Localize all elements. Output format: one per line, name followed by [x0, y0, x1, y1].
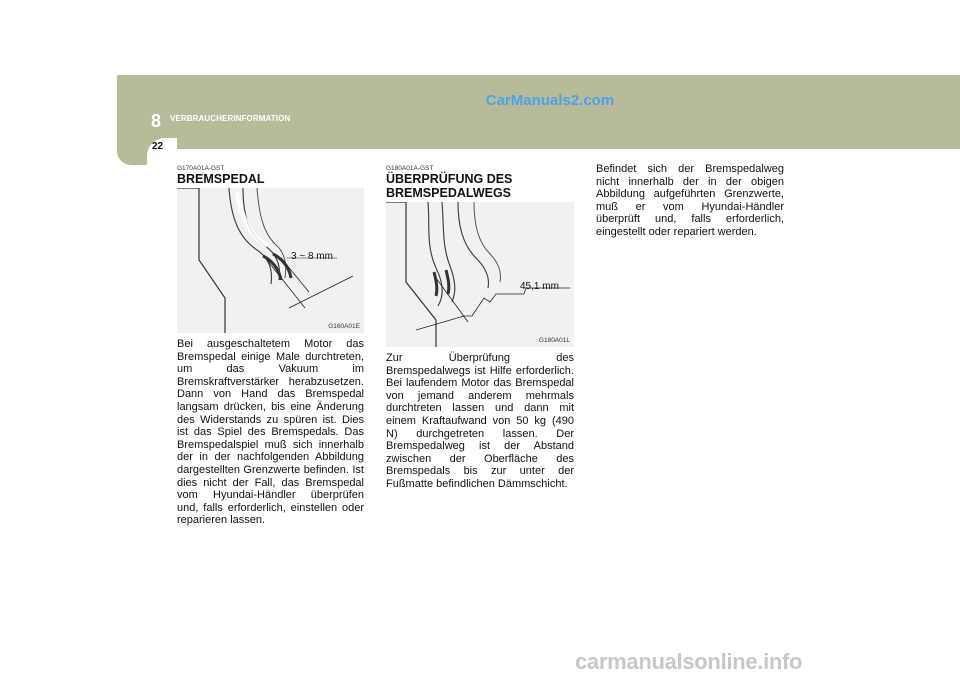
travel-dimension-label: 45,1 mm — [520, 281, 559, 292]
pedal-travel-illustration — [386, 202, 574, 347]
chapter-title: VERBRAUCHERINFORMATION — [170, 114, 291, 123]
site-logo-link[interactable]: CarManuals2.com — [485, 92, 615, 109]
figure-code: G160A01E — [328, 323, 360, 330]
section-body: Bei ausgeschaltetem Motor das Bremspedal einige Male durchtreten, um das Vakuum im Bremskraftverstärker herabzusetzen. Dann von Hand das Bremspedal langsam drücken, bis eine Änderung des Widerstands zu spüren ist. Dies ist das Spiel des Bremspedals. Das Bremspedalspiel muß sich innerhalb der in der nachfolgenden Abbildung dargestellten Grenzwerte befinden. Ist dies nicht der Fall, das Bremspedal vom Hyundai-Händler überprüfen und, falls erforderlich, einstellen oder reparieren lassen. — [177, 338, 364, 527]
play-dimension-label: 3 ~ 8 mm — [291, 251, 333, 262]
section-heading: ÜBERPRÜFUNG DES BREMSPEDALWEGS — [386, 172, 513, 200]
section-body: Zur Überprüfung des Bremspedalwegs ist Hilfe erforderlich. Bei laufendem Motor das Bremspedal von jemand anderem mehrmals durchtreten lassen und dann mit einem Kraftaufwand von 50 kg (490 N) durchgetreten lassen. Der Bremspedalweg ist der Abstand zwischen der Oberfläche des Bremspedals bis zur unter der Fußmatte befindlichen Dämmschicht. — [386, 352, 574, 490]
chapter-number: 8 — [151, 111, 162, 131]
figure-code: G180A01L — [538, 337, 570, 344]
page-number: 22 — [152, 141, 164, 152]
brake-pedal-illustration — [177, 188, 364, 333]
section-code: G180A01A-GST — [386, 165, 434, 172]
brake-pedal-play-figure — [177, 188, 364, 333]
footer-watermark: carmanualsonline.info — [575, 649, 803, 674]
pedal-travel-figure — [386, 202, 574, 347]
header-band — [117, 75, 960, 149]
section-heading: BREMSPEDAL — [177, 172, 265, 186]
section-code: G170A01A-GST — [177, 165, 225, 172]
section-body: Befindet sich der Bremspedalweg nicht innerhalb der in der obigen Abbildung aufgeführten Grenzwerte, muß er vom Hyundai-Händler überprüft und, falls erforderlich, eingestellt oder repariert werden. — [596, 163, 784, 238]
